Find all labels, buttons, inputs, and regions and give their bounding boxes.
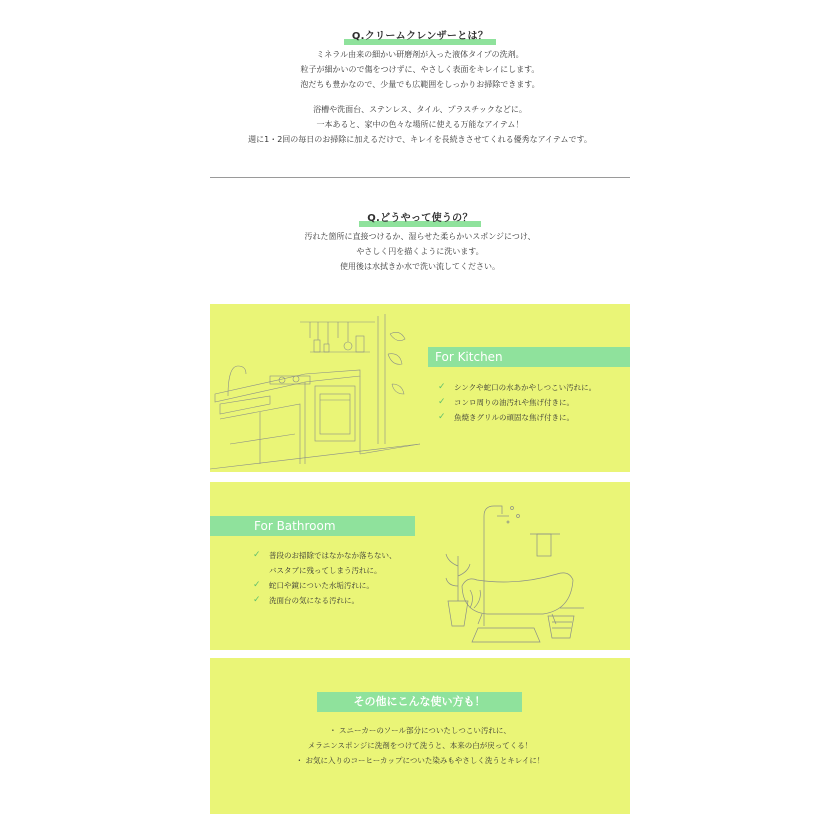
list-item (438, 395, 596, 410)
other-uses-heading-bar (317, 692, 522, 712)
text-line: ・ お気に入りのコーヒーカップについた染みもやさしく洗うとキレイに！ (295, 756, 545, 765)
what-is-paragraph-2 (0, 102, 840, 147)
list-item (438, 410, 596, 425)
list-item-text: 魚焼きグリルの頑固な焦げ付きに。 (454, 413, 574, 422)
what-is-paragraph-1 (0, 47, 840, 92)
list-item (253, 593, 397, 608)
section-what-is (0, 24, 840, 43)
kitchen-panel (210, 304, 630, 472)
check-icon: ✓ (253, 550, 261, 560)
check-icon: ✓ (438, 382, 446, 392)
bathroom-use-list (253, 548, 397, 608)
other-uses-text (210, 723, 630, 768)
kitchen-sketch-illustration (210, 304, 425, 472)
list-item-text: シンクや蛇口の水あかやしつこい汚れに。 (454, 383, 597, 392)
text-line: 一本あると、家中の色々な場所に使える万能なアイテム！ (316, 120, 524, 129)
for-kitchen-label-bar (428, 347, 630, 367)
section-how-to-use (0, 206, 840, 225)
list-item-text: バスタブに残ってしまう汚れに。 (269, 566, 382, 575)
list-item (438, 380, 596, 395)
text-line: メラニンスポンジに洗剤をつけて洗うと、本来の白が戻ってくる！ (307, 741, 533, 750)
list-item-text: 洗面台の気になる汚れに。 (269, 596, 359, 605)
for-kitchen-label: For Kitchen (435, 350, 503, 364)
text-line: 汚れた箇所に直接つけるか、湿らせた柔らかいスポンジにつけ、 (304, 232, 536, 241)
text-line: 泡だちも豊かなので、少量でも広範囲をしっかりお掃除できます。 (300, 80, 540, 89)
list-item-text: 普段のお掃除ではなかなか落ちない、 (269, 551, 397, 560)
for-bathroom-label: For Bathroom (254, 519, 336, 533)
bathtub-sketch-illustration (442, 496, 592, 646)
how-to-use-paragraph (0, 229, 840, 274)
list-item (253, 563, 397, 578)
text-line: 浴槽や洗面台、ステンレス、タイル、プラスチックなどに。 (313, 105, 527, 114)
bathroom-panel (210, 482, 630, 650)
other-uses-heading: その他にこんな使い方も！ (353, 695, 486, 708)
text-line: ・ スニーカーのソール部分についたしつこい汚れに、 (329, 726, 511, 735)
check-icon: ✓ (438, 397, 446, 407)
text-line: ミネラル由来の細かい研磨剤が入った液体タイプの洗剤。 (316, 50, 524, 59)
text-line: やさしく円を描くように洗います。 (356, 247, 484, 256)
check-icon: ✓ (438, 412, 446, 422)
kitchen-use-list (438, 380, 596, 425)
list-item (253, 548, 397, 563)
heading-how-to-use: Q.どうやって使うの？ (359, 209, 481, 224)
text-line: 粒子が細かいので傷をつけずに、やさしく表面をキレイにします。 (300, 65, 540, 74)
for-bathroom-label-bar (210, 516, 415, 536)
heading-what-is: Q.クリームクレンザーとは？ (344, 27, 496, 42)
list-item (253, 578, 397, 593)
section-divider (210, 177, 630, 178)
text-line: 使用後は水拭きか水で洗い流してください。 (340, 262, 500, 271)
check-icon: ✓ (253, 580, 261, 590)
text-line: 週に1・2回の毎日のお掃除に加えるだけで、キレイを長続きさせてくれる優秀なアイテムです。 (248, 135, 592, 144)
list-item-text: コンロ周りの油汚れや焦げ付きに。 (454, 398, 574, 407)
check-icon: ✓ (253, 595, 261, 605)
list-item-text: 蛇口や鏡についた水垢汚れに。 (269, 581, 374, 590)
